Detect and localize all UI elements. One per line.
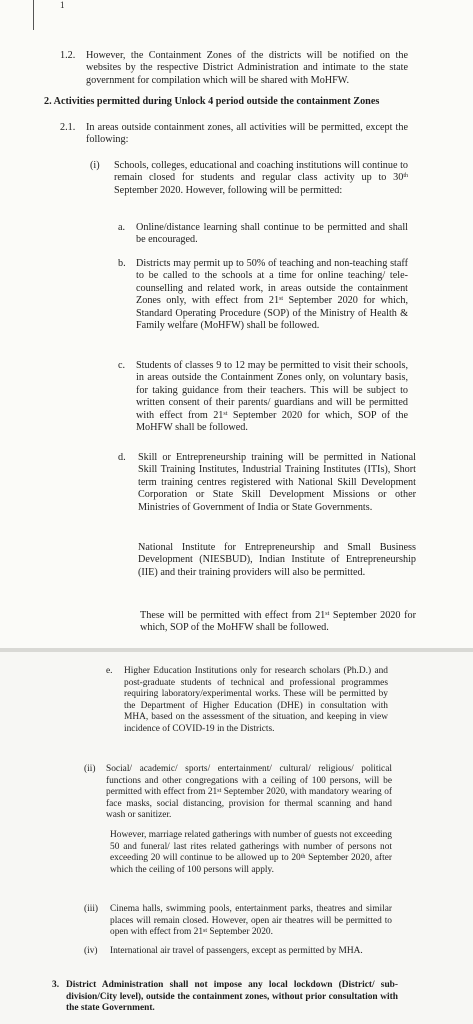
item-iii-sup: st (203, 928, 208, 935)
page-number: 1 (60, 0, 65, 10)
item-iv-number: (iv) (84, 946, 98, 956)
item-ii-para2-sup: th (300, 854, 306, 861)
item-e-text: Higher Education Institutions only for research scholars (Ph.D.) and post-graduate students of technical and professional programmes requiring laboratory/experimental works. These will be permitted by the Department of Higher Education (DHE) in consultation with MHA, based on the assessment of the situation, and keeping in view incidence of COVID-19 in the Districts. (124, 666, 388, 734)
item-ii-para2-part2: September 2020, after which the ceiling of 100 persons will apply. (110, 853, 392, 875)
item-iii-number: (iii) (84, 904, 99, 914)
item-i-text (114, 160, 408, 197)
clause-1-2-text: However, the Containment Zones of the districts will be notified on the websites by the respective District Administration and intimate to the state government for compilation which will be shared with MoHFW. (86, 50, 408, 86)
item-ii-number: (ii) (84, 764, 96, 774)
item-d-para3-part1: These will be permitted with effect from 21 (140, 610, 326, 621)
item-ii-sup: st (217, 788, 222, 795)
item-b-text (136, 258, 408, 332)
item-i-number: (i) (90, 160, 100, 171)
item-i-sup: th (403, 173, 408, 180)
item-a-number: a. (118, 222, 126, 233)
item-ii-text-part2: September 2020, with mandatory wearing of face masks, social distancing, provision for thermal scanning and hand wash or sanitizer. (106, 787, 392, 821)
document-page-2 (0, 652, 473, 1024)
item-b-sup: st (279, 296, 284, 303)
item-a-text: Online/distance learning shall continue to be permitted and shall be encouraged. (136, 222, 408, 246)
item-iii-text-part2: September 2020. (207, 927, 273, 938)
item-e-number: e. (106, 666, 113, 676)
item-d-text: Skill or Entrepreneurship training will be permitted in National Skill Training Institutes, Industrial Training Institutes (ITIs), Short term training centres registered with National Skill Development Corporation or State Skill Development Missions or other Ministries of Government of India or State Governments. (138, 452, 416, 513)
item-d-para3-sup: st (325, 611, 330, 617)
item-ii-para2 (110, 830, 392, 876)
item-b-number: b. (118, 258, 126, 269)
item-iv-text: International air travel of passengers, except as permitted by MHA. (110, 946, 363, 956)
item-ii-para2-part1: However, marriage related gatherings with number of guests not exceeding 50 and funeral/ last rites related gatherings with number of persons not exceeding 20 will continue to be allowed up to 20 (110, 830, 392, 864)
item-c-text-part2: September 2020 for which, SOP of the MoHFW shall be followed. (136, 409, 408, 434)
clause-1-2-number: 1.2. (60, 50, 76, 61)
item-d-para3 (140, 610, 416, 635)
item-d-number: d. (118, 452, 126, 463)
item-d-para2: National Institute for Entrepreneurship and Small Business Development (NIESBUD), Indian Institute of Entrepreneurship (IIE) and their training providers will also be permitted. (138, 542, 416, 578)
item-c-text (136, 360, 408, 434)
item-b-text-part2: September 2020 for which, Standard Operating Procedure (SOP) of the Ministry of Health & Family welfare (MoHFW) shall be followed. (136, 295, 408, 332)
page-edge-line (33, 0, 34, 30)
item-b-text-part1: Districts may permit up to 50% of teaching and non-teaching staff to be called to the schools at a time for online teaching/ tele- counselling and related work, in areas outside the containment Zones only, with effect from 21 (136, 258, 408, 307)
item-i-text-part1: Schools, colleges, educational and coaching institutions will continue to remain closed for students and regular class activity up to 30 (114, 160, 408, 184)
item-iii-text (110, 904, 392, 939)
clause-2-1-number: 2.1. (60, 122, 76, 133)
item-i-text-part2: September 2020. However, following will be permitted: (114, 184, 343, 196)
item-ii-text (106, 764, 392, 822)
item-c-sup: st (223, 410, 228, 417)
item-c-number: c. (118, 360, 126, 371)
section-2-heading: 2. Activities permitted during Unlock 4 period outside the containment Zones (44, 96, 380, 107)
section-3-number: 3. (52, 980, 60, 990)
item-iii-text-part1: Cinema halls, swimming pools, entertainment parks, theatres and similar places will remain closed. However, open air theatres will be permitted to open with effect from 21 (110, 904, 392, 938)
item-c-text-part1: Students of classes 9 to 12 may be permitted to visit their schools, in areas outside the Containment Zones only, on voluntary basis, for taking guidance from their teachers. This will be subject to written consent of their parents/ guardians and will be permitted with effect from 21 (136, 360, 408, 421)
clause-2-1-text: In areas outside containment zones, all activities will be permitted, except the following: (86, 122, 408, 146)
item-ii-text-part1: Social/ academic/ sports/ entertainment/ cultural/ religious/ political functions and other congregations with a ceiling of 100 persons, will be permitted with effect from 21 (106, 764, 392, 798)
section-3-text: District Administration shall not impose any local lockdown (District/ sub-division/City level), outside the containment zones, without prior consultation with the state Government. (66, 980, 398, 1014)
item-d-para3-part2: September 2020 for which, SOP of the MoHFW shall be followed. (140, 610, 416, 634)
